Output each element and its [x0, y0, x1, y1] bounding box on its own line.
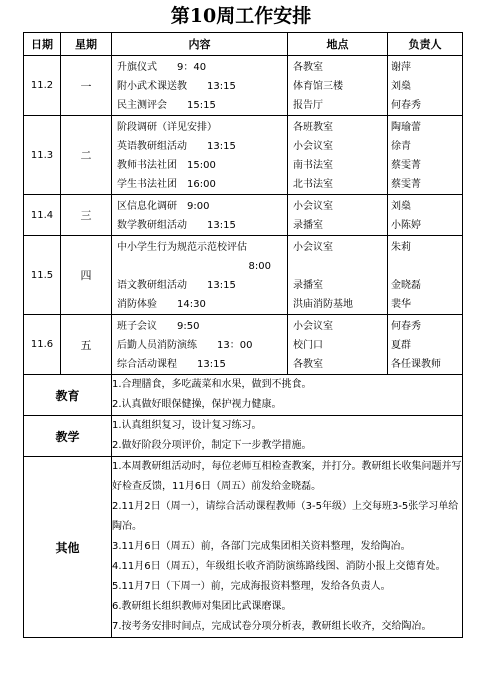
- note-line: 5.11月7日（下周一）前，完成海报资料整理，发给各负责人。: [112, 581, 391, 592]
- owner-item: 各任课教师: [391, 359, 441, 370]
- page-title: 第10周工作安排: [170, 5, 312, 27]
- owner-item: 何春秀: [391, 321, 421, 332]
- content-item: 数学教研组活动 13:15: [117, 220, 236, 231]
- content-cell: [112, 195, 288, 236]
- place-item: 体育馆三楼: [293, 81, 343, 92]
- content-item: 8:00: [248, 261, 271, 272]
- section-label: 教育: [24, 375, 112, 416]
- schedule-table: [23, 32, 463, 638]
- content-cell: [112, 56, 288, 116]
- place-item: 北书法室: [293, 179, 333, 190]
- note-line: 1.本周教研组活动时，每位老师互相检查教案，并打分。教研组长收集问题并写好检查反馈，11月6日（周五）前发给金晓磊。: [112, 461, 462, 492]
- owner-cell: [388, 315, 463, 375]
- place-item: 洪庙消防基地: [293, 299, 353, 310]
- date-cell: 11.2: [24, 56, 61, 116]
- note-line: 1.认真组织复习，设计复习练习。: [112, 420, 262, 431]
- place-item: 小会议室: [293, 141, 333, 152]
- date-cell: 11.3: [24, 116, 61, 195]
- owner-item: 夏群: [391, 340, 411, 351]
- note-line: 2.认真做好眼保健操，保护视力健康。: [112, 399, 282, 410]
- owner-item: 蔡雯菁: [391, 160, 421, 171]
- section-notes: [112, 457, 463, 638]
- content-item: 综合活动课程 13:15: [117, 359, 226, 370]
- place-item: 小会议室: [293, 242, 333, 253]
- note-line: 4.11月6日（周五），年级组长收齐消防演练路线图、消防小报上交德育处。: [112, 561, 446, 572]
- weekday-cell: 二: [61, 116, 112, 195]
- place-item: 各教室: [293, 62, 323, 73]
- content-item: 升旗仪式 9：40: [117, 62, 207, 73]
- header-content: 内容: [112, 33, 288, 56]
- note-line: 3.11月6日（周五）前，各部门完成集团相关资料整理，发给陶冶。: [112, 541, 411, 552]
- owner-item: 陶瑜蕾: [391, 122, 421, 133]
- date-cell: 11.4: [24, 195, 61, 236]
- owner-cell: [388, 195, 463, 236]
- owner-item: 小陈婷: [391, 220, 421, 231]
- place-cell: [288, 116, 388, 195]
- content-item: 教师书法社团 15:00: [117, 160, 216, 171]
- note-line: 2.做好阶段分项评价，制定下一步教学措施。: [112, 440, 312, 451]
- content-item: 语文教研组活动 13:15: [117, 280, 236, 291]
- owner-cell: [388, 236, 463, 315]
- owner-item: 何春秀: [391, 100, 421, 111]
- content-item: 附小武术课送教 13:15: [117, 81, 236, 92]
- content-cell: [112, 236, 288, 315]
- content-item: 班子会议 9:50: [117, 321, 200, 332]
- place-item: 各教室: [293, 359, 323, 370]
- content-item: 英语教研组活动 13:15: [117, 141, 236, 152]
- section-row-other: [24, 457, 463, 638]
- place-item: [288, 257, 387, 276]
- owner-cell: [388, 56, 463, 116]
- content-item: 消防体验 14:30: [117, 299, 206, 310]
- owner-item: 谢萍: [391, 62, 411, 73]
- place-item: 各班教室: [293, 122, 333, 133]
- place-cell: [288, 195, 388, 236]
- content-item: 民主测评会 15:15: [117, 100, 216, 111]
- place-item: 录播室: [293, 220, 323, 231]
- section-row-teaching: [24, 416, 463, 457]
- owner-item: 刘燊: [391, 81, 411, 92]
- date-cell: 11.6: [24, 315, 61, 375]
- table-row: [24, 236, 463, 315]
- weekday-cell: 四: [61, 236, 112, 315]
- place-cell: [288, 236, 388, 315]
- owner-item: 蔡雯菁: [391, 179, 421, 190]
- owner-cell: [388, 116, 463, 195]
- table-row: [24, 195, 463, 236]
- section-notes: [112, 416, 463, 457]
- content-item: 后勤人员消防演练 13：00: [117, 340, 253, 351]
- owner-item: 徐青: [391, 141, 411, 152]
- owner-item: 裴华: [391, 299, 411, 310]
- weekday-cell: 一: [61, 56, 112, 116]
- note-line: 6.教研组长组织教师对集团比武课磨课。: [112, 601, 292, 612]
- owner-item: 朱莉: [391, 242, 411, 253]
- content-item: 中小学生行为规范示范校评估: [117, 242, 247, 253]
- header-place: 地点: [288, 33, 388, 56]
- owner-item: 刘燊: [391, 201, 411, 212]
- place-item: 报告厅: [293, 100, 323, 111]
- place-item: 小会议室: [293, 201, 333, 212]
- table-row: [24, 116, 463, 195]
- place-item: 南书法室: [293, 160, 333, 171]
- section-label: 其他: [24, 457, 112, 638]
- date-cell: 11.5: [24, 236, 61, 315]
- table-row: [24, 56, 463, 116]
- section-notes: [112, 375, 463, 416]
- owner-item: [388, 257, 462, 276]
- content-cell: [112, 116, 288, 195]
- table-header-row: [24, 33, 463, 56]
- content-item: 阶段调研（详见安排）: [117, 122, 217, 133]
- weekday-cell: 三: [61, 195, 112, 236]
- header-date: 日期: [24, 33, 61, 56]
- content-item: 区信息化调研 9:00: [117, 201, 210, 212]
- content-cell: [112, 315, 288, 375]
- weekday-cell: 五: [61, 315, 112, 375]
- note-line: 2.11月2日（周一），请综合活动课程教师（3-5年级）上交每班3-5张学习单给陶冶。: [112, 501, 459, 532]
- place-item: 校门口: [293, 340, 323, 351]
- table-row: [24, 315, 463, 375]
- place-cell: [288, 56, 388, 116]
- place-cell: [288, 315, 388, 375]
- note-line: 1.合理膳食，多吃蔬菜和水果，做到不挑食。: [112, 379, 312, 390]
- owner-item: 金晓磊: [391, 280, 421, 291]
- content-item: 学生书法社团 16:00: [117, 179, 216, 190]
- place-item: 录播室: [293, 280, 323, 291]
- note-line: 7.按考务安排时间点，完成试卷分项分析表，教研组长收齐，交给陶冶。: [112, 621, 432, 632]
- section-row-education: [24, 375, 463, 416]
- place-item: 小会议室: [293, 321, 333, 332]
- section-label: 教学: [24, 416, 112, 457]
- header-owner: 负责人: [388, 33, 463, 56]
- header-weekday: 星期: [61, 33, 112, 56]
